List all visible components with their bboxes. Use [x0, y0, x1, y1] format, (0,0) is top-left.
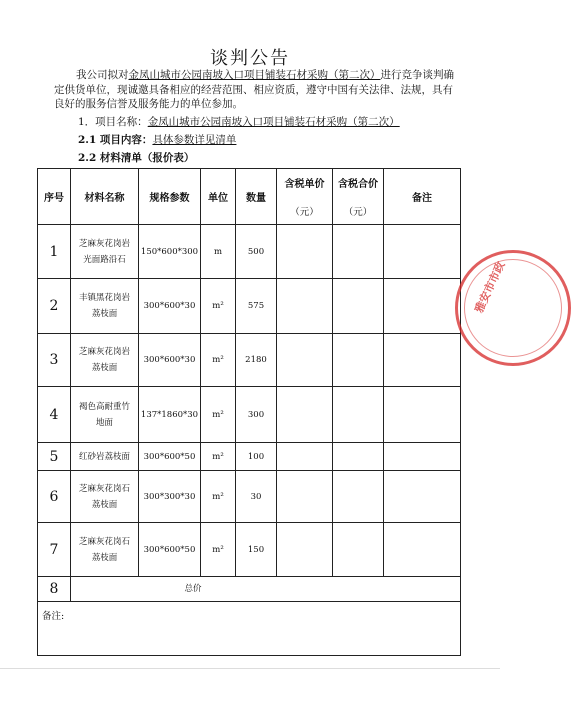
row-remark[interactable]	[384, 523, 461, 577]
material-list-line	[78, 150, 194, 165]
row-material-name-line2: 光面路沿石	[83, 254, 126, 265]
intro-prefix: 我公司拟对	[76, 69, 129, 81]
row-tax-price[interactable]	[277, 279, 333, 334]
table-row	[38, 225, 461, 279]
row-tax-price[interactable]	[277, 387, 333, 443]
row-seq: 3	[38, 334, 71, 387]
header-name: 材料名称	[71, 169, 139, 225]
seal-text: 雅安市市政	[472, 259, 508, 315]
project-content-label: 2.1 项目内容：	[78, 134, 153, 146]
material-list-label: 2.2 材料清单（报价表）	[78, 152, 195, 164]
page-title: 谈判公告	[210, 48, 290, 69]
row-qty: 2180	[236, 334, 277, 387]
row-spec: 300*600*30	[139, 279, 201, 334]
row-material-name	[71, 279, 139, 334]
header-tax-price-label: 含税单价	[284, 179, 325, 190]
total-row	[38, 577, 461, 602]
row-qty: 100	[236, 443, 277, 471]
header-tax-price	[277, 169, 333, 225]
row-material-name-line2: 荔枝面	[91, 309, 118, 319]
row-remark[interactable]	[384, 225, 461, 279]
row-remark[interactable]	[384, 443, 461, 471]
row-tax-total[interactable]	[333, 523, 384, 577]
row-remark[interactable]	[384, 334, 461, 387]
header-qty: 数量	[236, 169, 277, 225]
company-seal	[455, 250, 571, 366]
header-unit: 单位	[201, 169, 236, 225]
notes-row	[38, 602, 461, 656]
row-unit: m²	[201, 334, 236, 387]
row-qty: 150	[236, 523, 277, 577]
row-remark[interactable]	[384, 279, 461, 334]
row-tax-total[interactable]	[333, 471, 384, 523]
row-material-name-line2: 荔枝面	[91, 552, 118, 563]
row-unit: m²	[201, 443, 236, 471]
row-tax-total[interactable]	[333, 279, 384, 334]
row-material-name	[71, 471, 139, 523]
row-material-name	[71, 225, 139, 279]
table-header-row	[38, 169, 461, 225]
row-spec: 150*600*300	[139, 225, 201, 279]
intro-text: 进行竞争谈判确定供货单位，现诚邀具备相应的经营范围、相应资质，遵守中国有关法律、法规，具有良好的服务信誉及服务能力的单位参加。	[54, 69, 454, 110]
row-material-name-line1: 芝麻灰花岗岩	[78, 347, 130, 357]
table-row	[38, 523, 461, 577]
row-spec: 300*600*30	[139, 334, 201, 387]
row-material-name-line2: 荔枝面	[91, 499, 118, 510]
row-qty: 300	[236, 387, 277, 443]
row-unit: m²	[201, 387, 236, 443]
row-tax-price[interactable]	[277, 225, 333, 279]
project-name-value: 金凤山城市公园南坡入口项目铺装石材采购（第二次）	[147, 116, 400, 128]
row-tax-price[interactable]	[277, 334, 333, 387]
row-tax-price[interactable]	[277, 471, 333, 523]
header-spec: 规格参数	[139, 169, 201, 225]
row-material-name-line2: 地面	[95, 417, 113, 428]
row-material-name	[71, 334, 139, 387]
table-row	[38, 279, 461, 334]
header-tax-total-unit: （元）	[343, 207, 373, 218]
header-seq: 序号	[38, 169, 71, 225]
table-row	[38, 334, 461, 387]
intro-project-name: 金凤山城市公园南坡入口项目铺装石材采购（第二次）	[128, 69, 381, 81]
intro-paragraph	[54, 68, 454, 112]
row-spec: 300*600*50	[139, 523, 201, 577]
table-row	[38, 471, 461, 523]
material-table	[37, 168, 461, 656]
table-row	[38, 387, 461, 443]
row-material-name: 红砂岩荔枝面	[71, 443, 139, 471]
row-unit: m²	[201, 471, 236, 523]
project-content-line	[78, 132, 236, 147]
row-material-name-line1: 芝麻灰花岗岩	[78, 238, 130, 249]
header-tax-price-unit: （元）	[290, 207, 319, 218]
row-seq: 7	[38, 523, 71, 577]
header-remark: 备注	[384, 169, 461, 225]
row-tax-price[interactable]	[277, 443, 333, 471]
row-unit: m	[201, 225, 236, 279]
row-seq: 6	[38, 471, 71, 523]
row-seq: 5	[38, 443, 71, 471]
row-spec: 300*300*30	[139, 471, 201, 523]
row-remark[interactable]	[384, 471, 461, 523]
row-tax-total[interactable]	[333, 443, 384, 471]
row-qty: 500	[236, 225, 277, 279]
row-material-name-line2: 荔枝面	[91, 363, 118, 373]
table-row	[38, 443, 461, 471]
row-tax-total[interactable]	[333, 387, 384, 443]
row-unit: m²	[201, 523, 236, 577]
row-material-name	[71, 387, 139, 443]
project-content-value: 具体参数详见清单	[152, 134, 237, 146]
row-seq: 4	[38, 387, 71, 443]
row-seq: 2	[38, 279, 71, 334]
row-material-name-line1: 褐色高耐重竹	[78, 401, 130, 412]
row-spec: 137*1860*30	[139, 387, 201, 443]
row-qty: 30	[236, 471, 277, 523]
row-spec: 300*600*50	[139, 443, 201, 471]
header-tax-total	[333, 169, 384, 225]
row-unit: m²	[201, 279, 236, 334]
row-material-name-line1: 芝麻灰花岗石	[78, 483, 130, 494]
row-material-name-line1: 丰镇黑花岗岩	[78, 293, 130, 303]
row-remark[interactable]	[384, 387, 461, 443]
header-tax-total-label: 含税合价	[338, 179, 378, 190]
row-tax-total[interactable]	[333, 334, 384, 387]
row-material-name-line1: 芝麻灰花岗石	[78, 536, 130, 547]
notes-cell[interactable]: 备注:	[38, 602, 461, 656]
total-price-cell[interactable]: 总价	[71, 577, 461, 602]
row-material-name	[71, 523, 139, 577]
row-tax-price[interactable]	[277, 523, 333, 577]
page-edge	[0, 668, 500, 669]
row-tax-total[interactable]	[333, 225, 384, 279]
project-name-label: 1．项目名称：	[78, 116, 148, 128]
project-name-line	[78, 114, 400, 129]
row-qty: 575	[236, 279, 277, 334]
row-seq: 1	[38, 225, 71, 279]
total-row-seq: 8	[38, 577, 71, 602]
